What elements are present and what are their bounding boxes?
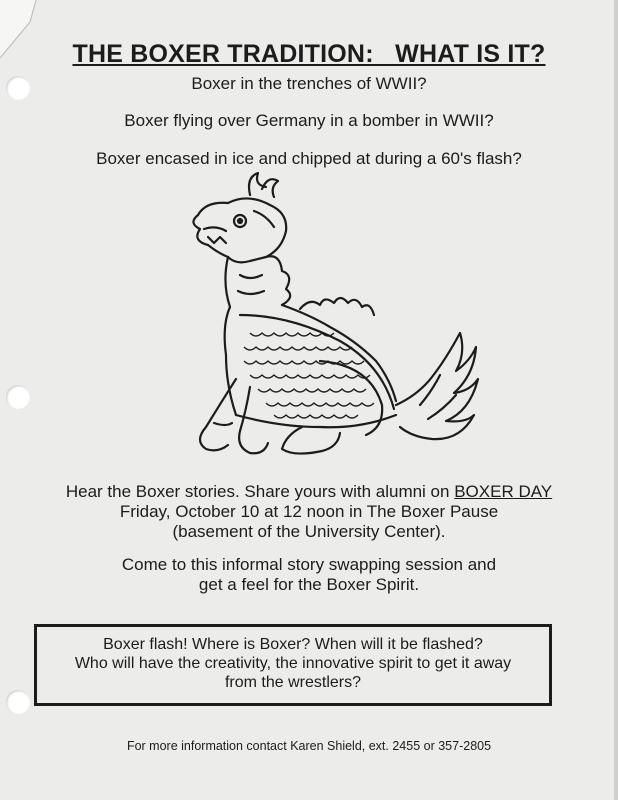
invite-line-2: get a feel for the Boxer Spirit. bbox=[198, 575, 420, 594]
punch-hole bbox=[6, 385, 30, 409]
invite-line-1: Come to this informal story swapping session and bbox=[121, 555, 497, 574]
boxed-note bbox=[34, 635, 552, 692]
boxed-note-line-1: Boxer flash! Where is Boxer? When will it be flashed? bbox=[103, 636, 483, 653]
question-3: Boxer encased in ice and chipped at during a 60's flash? bbox=[96, 149, 522, 168]
event-line-1 bbox=[0, 482, 618, 502]
boxer-statue-illustration bbox=[170, 165, 490, 475]
event-line-2: Friday, October 10 at 12 noon in The Boxer Pause bbox=[119, 502, 499, 521]
question-2: Boxer flying over Germany in a bomber in WWII? bbox=[124, 111, 494, 130]
punch-hole bbox=[6, 690, 30, 714]
event-name: BOXER DAY bbox=[454, 482, 553, 501]
question-1: Boxer in the trenches of WWII? bbox=[191, 74, 427, 93]
invite-text bbox=[0, 555, 618, 595]
boxed-note-line-3: from the wrestlers? bbox=[224, 674, 362, 691]
page-title: THE BOXER TRADITION: WHAT IS IT? bbox=[72, 40, 546, 68]
contact-footer: For more information contact Karen Shield, ext. 2455 or 357-2805 bbox=[126, 739, 492, 753]
event-announcement bbox=[0, 482, 618, 542]
event-intro: Hear the Boxer stories. Share yours with alumni on bbox=[65, 482, 450, 501]
event-line-3: (basement of the University Center). bbox=[172, 522, 446, 541]
boxed-note-line-2: Who will have the creativity, the innovative spirit to get it away bbox=[74, 655, 512, 672]
